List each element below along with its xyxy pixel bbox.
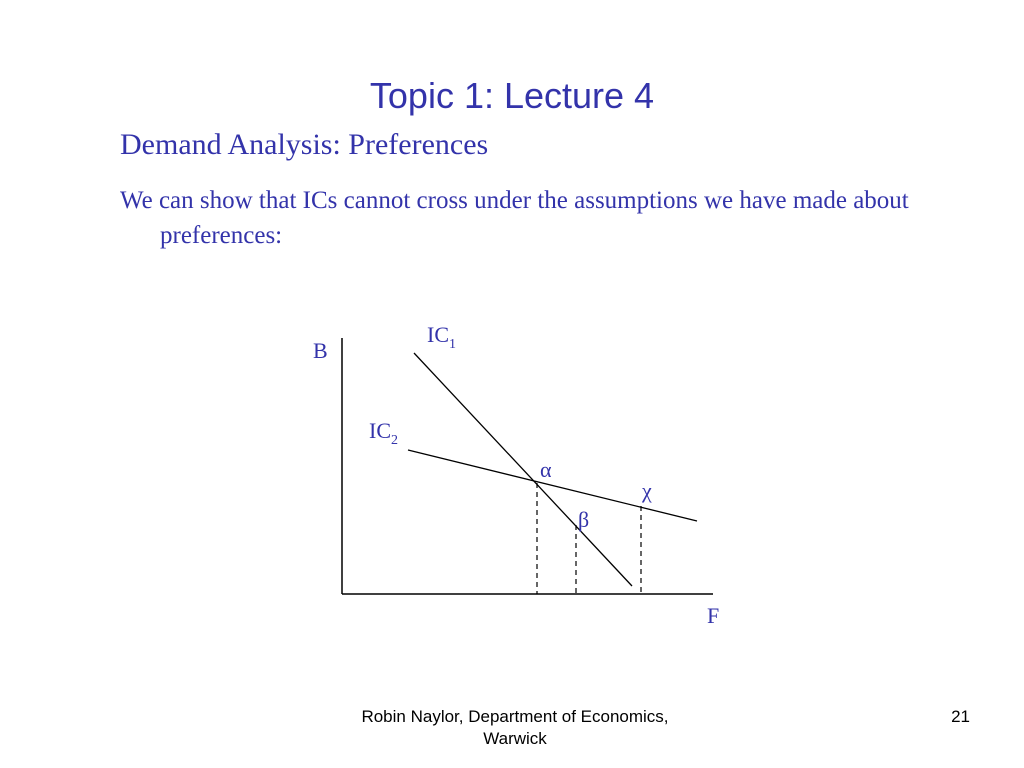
body-text: We can show that ICs cannot cross under the assumptions we have made about preferences:: [120, 187, 909, 249]
x-axis-label: F: [707, 603, 720, 628]
ic2-label: [369, 418, 398, 448]
ic2-label-base: IC: [369, 418, 391, 443]
y-axis-label: B: [313, 338, 328, 363]
ic2-label-sub: 2: [391, 433, 398, 448]
footer-author: Robin Naylor, Department of Economics, Warwick: [361, 707, 669, 748]
ic1-label-sub: 1: [449, 337, 456, 352]
page-number: 21: [951, 707, 970, 726]
chi-label: χ: [642, 478, 652, 503]
beta-label: β: [578, 507, 590, 532]
alpha-label: α: [540, 457, 552, 482]
slide-subtitle: Demand Analysis: Preferences: [120, 128, 489, 161]
ic2-line: [408, 450, 697, 521]
ic1-label-base: IC: [427, 322, 449, 347]
slide-title: Topic 1: Lecture 4: [369, 75, 655, 116]
ic1-line: [414, 353, 632, 586]
ic1-label: [427, 322, 456, 352]
